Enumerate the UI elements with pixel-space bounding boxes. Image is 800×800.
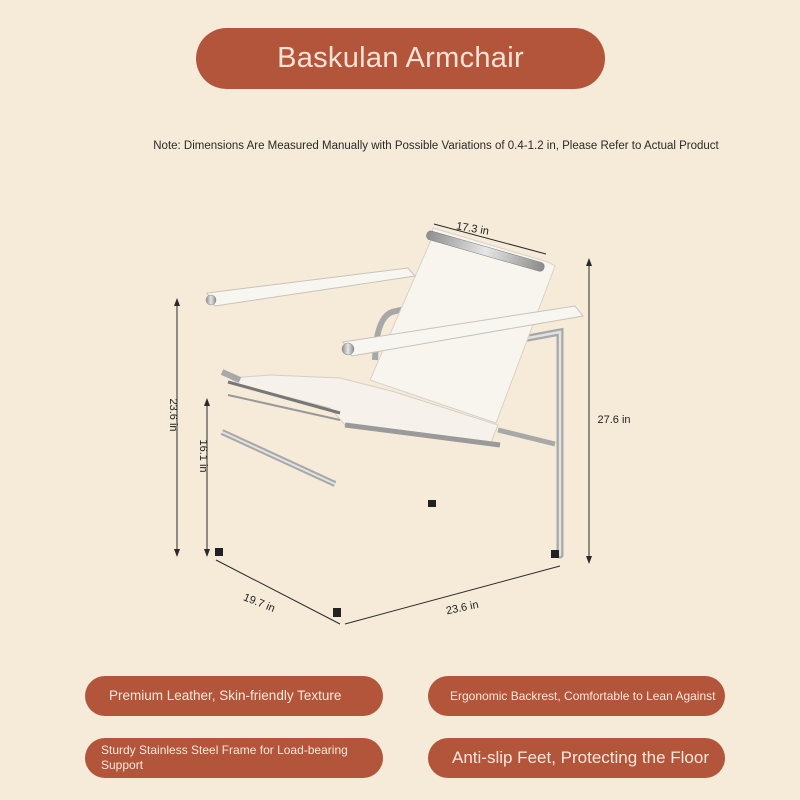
feature-feet [428,738,725,778]
left-armrest [207,268,415,306]
seat-height-label: 16.1 in [197,439,209,473]
feature-leather [85,676,383,716]
dimension-note: Note: Dimensions Are Measured Manually with Possible Variations of 0.4-1.2 in, Please Refer to Actual Product [153,140,719,152]
feature-frame [85,738,383,778]
total-height-label: 27.6 in [597,414,631,426]
arm-height-label: 23.6 in [167,398,179,432]
feature-frame-text: Sturdy Stainless Steel Frame for Load-bearing Support [101,743,348,772]
title-text: Baskulan Armchair [277,42,524,74]
depth-label: 19.7 in [241,591,277,615]
width-label: 23.6 in [444,598,480,618]
feature-leather-text: Premium Leather, Skin-friendly Texture [109,688,342,703]
feature-backrest [428,676,725,716]
backrest-width-label: 17.3 in [455,220,490,238]
feature-feet-text: Anti-slip Feet, Protecting the Floor [452,748,710,767]
feature-backrest-text: Ergonomic Backrest, Comfortable to Lean Against [450,689,716,703]
